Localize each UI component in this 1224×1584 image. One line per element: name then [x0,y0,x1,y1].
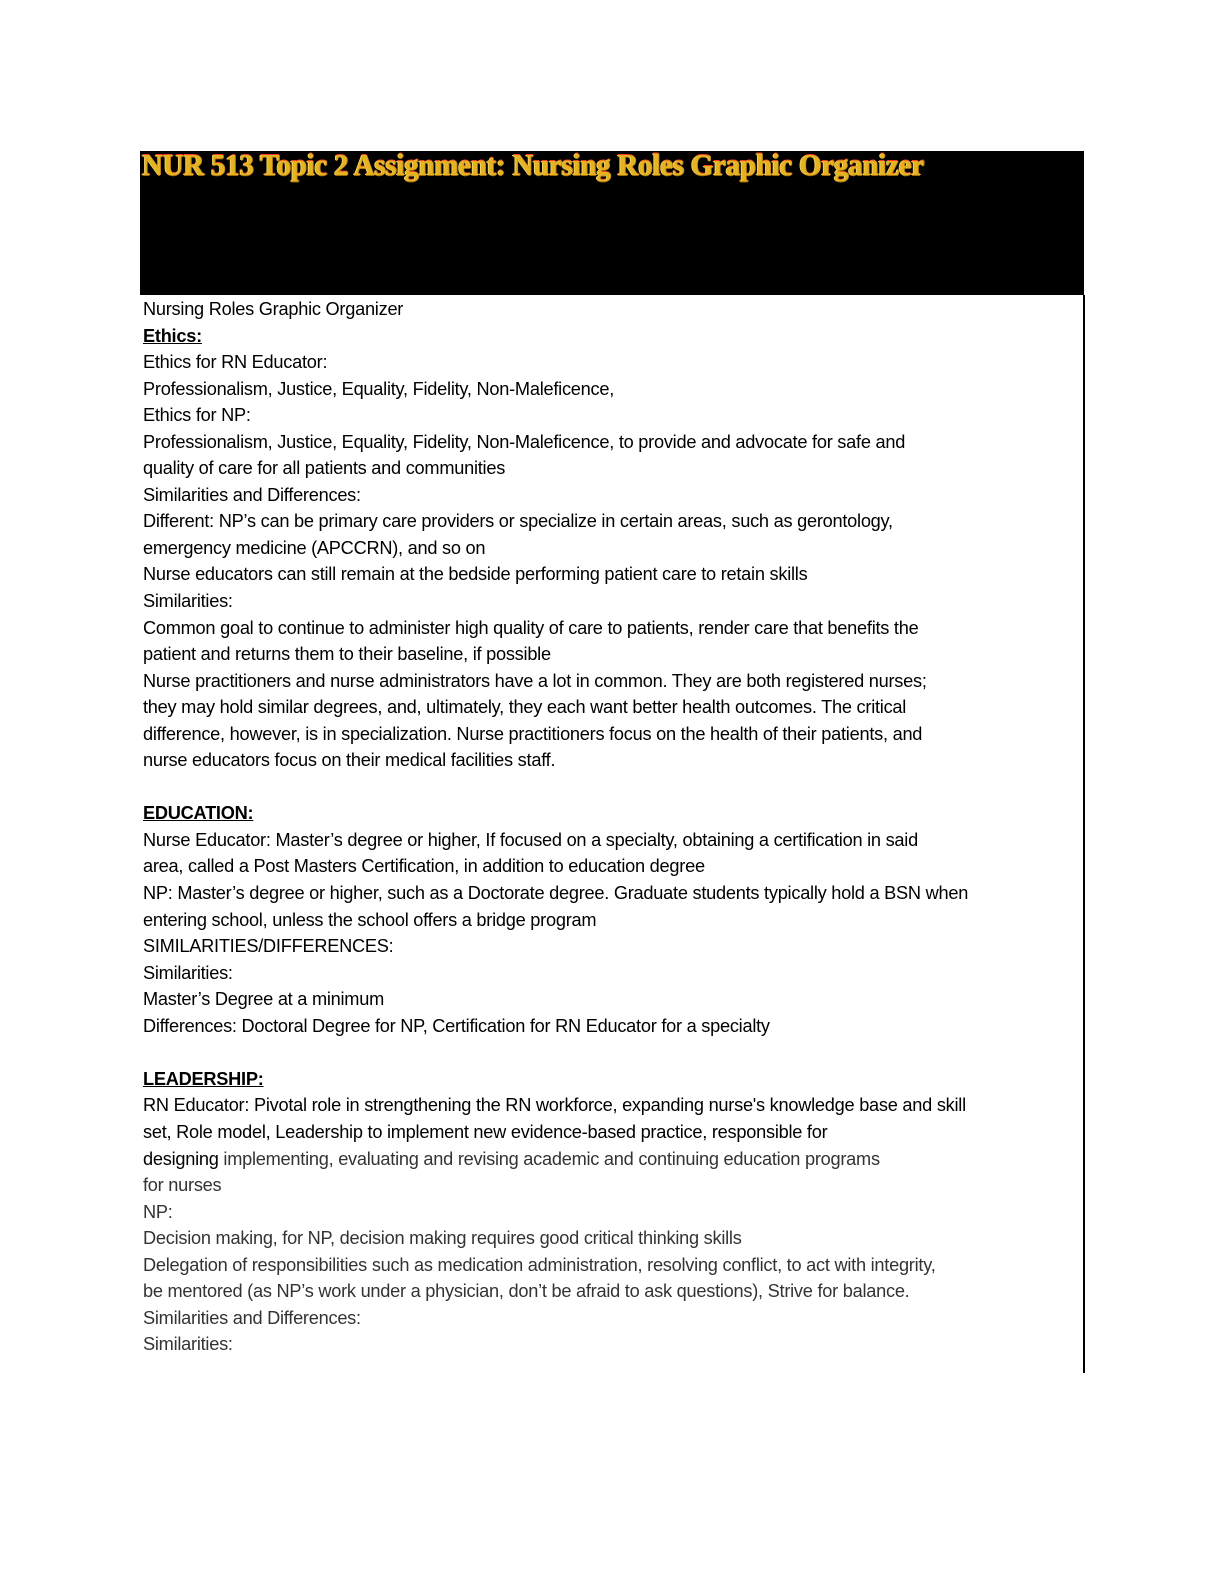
ethics-line: difference, however, is in specialization. Nurse practitioners focus on the health of their patients, and [143,723,923,744]
ethics-line: nurse educators focus on their medical facilities staff. [143,750,556,771]
ethics-line: Different: NP’s can be primary care providers or specialize in certain areas, such as gerontology, [143,511,893,532]
leadership-line: Delegation of responsibilities such as medication administration, resolving conflict, to act with integrity, [143,1254,936,1275]
right-border-rule [1083,295,1085,1373]
leadership-designing-prefix: designing [143,1148,224,1169]
leadership-line: set, Role model, Leadership to implement new evidence-based practice, responsible for [143,1121,828,1142]
education-line: entering school, unless the school offers a bridge program [143,909,597,930]
ethics-line: Ethics for NP: [143,405,251,426]
document-body [143,296,1078,1358]
ethics-line: Ethics for RN Educator: [143,352,328,373]
ethics-line: Nurse educators can still remain at the bedside performing patient care to retain skills [143,564,808,585]
spacer [143,1039,1078,1066]
leadership-line: Similarities and Differences: [143,1307,361,1328]
leadership-line: Similarities: [143,1334,233,1355]
spacer [143,774,1078,801]
section-heading-ethics: Ethics: [143,325,202,346]
leadership-line: for nurses [143,1175,222,1196]
ethics-line: quality of care for all patients and communities [143,458,506,479]
leadership-line: be mentored (as NP’s work under a physician, don’t be afraid to ask questions), Strive for balance. [143,1281,910,1302]
leadership-line: Decision making, for NP, decision making requires good critical thinking skills [143,1228,742,1249]
ethics-line: patient and returns them to their baseline, if possible [143,644,551,665]
education-line: area, called a Post Masters Certification, in addition to education degree [143,856,705,877]
section-heading-education: EDUCATION: [143,803,254,824]
ethics-line: Professionalism, Justice, Equality, Fidelity, Non-Maleficence, [143,378,615,399]
ethics-line: Similarities: [143,591,233,612]
leadership-designing-rest: implementing, evaluating and revising academic and continuing education programs [223,1148,880,1169]
ethics-line: emergency medicine (APCCRN), and so on [143,537,486,558]
ethics-line: Common goal to continue to administer high quality of care to patients, render care that benefits the [143,617,919,638]
leadership-np-label: NP: [143,1201,173,1222]
ethics-line: they may hold similar degrees, and, ultimately, they each want better health outcomes. The critical [143,697,907,718]
education-line: Differences: Doctoral Degree for NP, Certification for RN Educator for a specialty [143,1015,770,1036]
education-line: Nurse Educator: Master’s degree or higher, If focused on a specialty, obtaining a certification in said [143,829,918,850]
education-line: Master’s Degree at a minimum [143,989,384,1010]
ethics-line: Similarities and Differences: [143,484,361,505]
education-line: Similarities: [143,962,233,983]
education-line: SIMILARITIES/DIFFERENCES: [143,936,394,957]
title-banner [140,147,1084,295]
document-subtitle: Nursing Roles Graphic Organizer [143,299,404,319]
ethics-line: Nurse practitioners and nurse administrators have a lot in common. They are both registered nurses; [143,670,927,691]
education-line: NP: Master’s degree or higher, such as a Doctorate degree. Graduate students typically hold a BSN when [143,883,969,904]
leadership-line: RN Educator: Pivotal role in strengthening the RN workforce, expanding nurse's knowledge base and skill [143,1095,966,1116]
ethics-line: Professionalism, Justice, Equality, Fidelity, Non-Maleficence, to provide and advocate for safe and [143,431,906,452]
section-heading-leadership: LEADERSHIP: [143,1068,264,1089]
document-title: NUR 513 Topic 2 Assignment: Nursing Roles Graphic Organizer [142,147,924,182]
leadership-line [143,1146,1078,1173]
